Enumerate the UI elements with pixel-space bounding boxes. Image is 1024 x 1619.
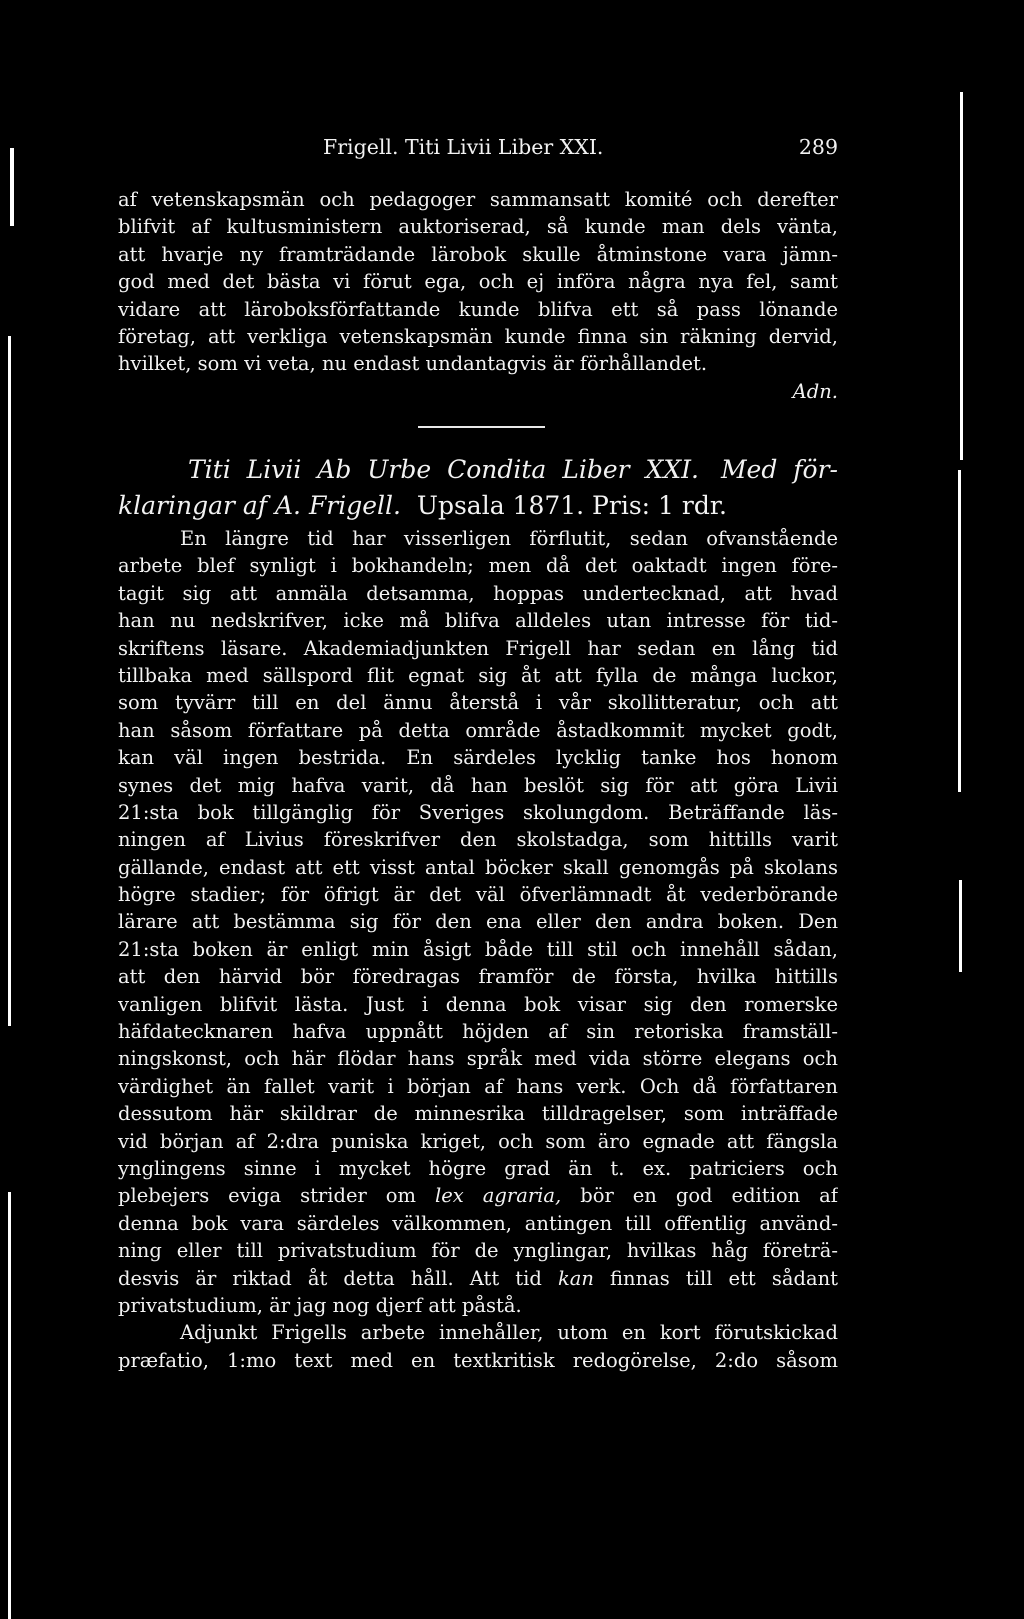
text-line: privatstudium, är jag nog djerf att påstå.: [118, 1293, 522, 1317]
scan-edge-right-bottom: [959, 880, 962, 972]
review-title: [118, 452, 838, 524]
text-line: han nu nedskrifver, icke må blifva alldeles utan intresse för tid-: [118, 609, 838, 633]
text-line: blifvit af kultusministern auktoriserad, så kunde man dels vänta,: [118, 215, 838, 239]
text-line: företag, att verkliga vetenskapsmän kunde finna sin räkning dervid,: [118, 324, 838, 348]
text-span: finnas till ett sådant: [593, 1266, 838, 1290]
text-line: vidare att läroboksförfattande kunde blifva ett så pass lönande: [118, 297, 838, 321]
text-span: plebejers eviga strider om: [118, 1184, 436, 1208]
text-line: högre stadier; för öfrigt är det väl öfverlämnadt åt vederbörande: [118, 883, 838, 907]
text-line: synes det mig hafva varit, då han beslöt sig för att göra Livii: [118, 773, 838, 797]
text-line: tillbaka med sällspord flit egnat sig åt att fylla de många luckor,: [118, 663, 838, 687]
text-line: 21:sta boken är enligt min åsigt både till stil och innehåll sådan,: [118, 937, 838, 961]
scan-edge-left-top: [10, 148, 14, 226]
scan-edge-right-top: [960, 92, 963, 460]
text-line: att den härvid bör föredragas framför de första, hvilka hittills: [118, 965, 838, 989]
text-line: att hvarje ny framträdande lärobok skulle åtminstone vara jämn-: [118, 242, 838, 266]
text-span: desvis är riktad åt detta håll. Att tid: [118, 1266, 558, 1290]
text-line: ning eller till privatstudium för de ynglingar, hvilkas håg företrä-: [118, 1239, 838, 1263]
text-line: 21:sta bok tillgänglig för Sveriges skolungdom. Beträffande läs-: [118, 800, 838, 824]
running-header: [118, 135, 838, 169]
text-line: värdighet än fallet varit i början af hans verk. Och då författaren: [118, 1074, 838, 1098]
book-title-tail: Med för-: [720, 455, 838, 484]
text-line: kan väl ingen bestrida. En särdeles lycklig tanke hos honom: [118, 746, 838, 770]
text-line: skriftens läsare. Akademiadjunkten Frigell har sedan en lång tid: [118, 636, 838, 660]
text-line: tagit sig att anmäla detsamma, hoppas undertecknad, att hvad: [118, 581, 838, 605]
italic-term: kan: [557, 1266, 594, 1290]
text-line: denna bok vara särdeles välkommen, antingen till offentlig använd-: [118, 1211, 838, 1235]
text-line: han såsom författare på detta område åstadkommit mycket godt,: [118, 718, 838, 742]
review-body: [118, 525, 838, 1374]
page-number: 289: [798, 135, 838, 159]
text-line: ynglingens sinne i mycket högre grad än t. ex. patriciers och: [118, 1156, 838, 1180]
text-line: vanligen blifvit lästa. Just i denna bok visar sig den romerske: [118, 992, 838, 1016]
text-line: af vetenskapsmän och pedagoger sammansatt komité och derefter: [118, 188, 838, 211]
section-divider: [418, 426, 545, 428]
text-span: bör en god edition af: [561, 1184, 838, 1208]
text-line: ningskonst, och här flödar hans språk med vida större elegans och: [118, 1047, 838, 1071]
review-title-line-2: [118, 488, 838, 524]
text-line: god med det bästa vi förut ega, och ej införa några nya fel, samt: [118, 270, 838, 294]
italic-term: lex agraria,: [435, 1184, 562, 1208]
review-title-line-1: [118, 452, 838, 488]
book-title: Titi Livii Ab Urbe Condita Liber XXI.: [188, 455, 699, 484]
running-title: Frigell. Titi Livii Liber XXI.: [323, 135, 604, 159]
text-line: arbete blef synligt i bokhandeln; men då det oaktadt ingen före-: [118, 554, 838, 578]
text-line: præfatio, 1:mo text med en textkritisk redogörelse, 2:do såsom: [118, 1348, 838, 1372]
text-line: dessutom här skildrar de minnesrika tilldragelser, som inträffade: [118, 1102, 838, 1126]
text-line: En längre tid har visserligen förflutit, sedan ofvanstående: [180, 527, 838, 550]
text-line: häfdatecknaren hafva uppnått höjden af sin retoriska framställ-: [118, 1020, 838, 1044]
book-editor: klaringar af A. Frigell.: [118, 491, 401, 520]
text-line-with-italic: [118, 1265, 838, 1292]
text-line: gällande, endast att ett visst antal böcker skall genomgås på skolans: [118, 855, 838, 879]
scan-edge-left-mid: [8, 336, 11, 1026]
text-line: som tyvärr till en del ännu återstå i vår skollitteratur, och att: [118, 691, 838, 715]
text-line: ningen af Livius föreskrifver den skolstadga, som hittills varit: [118, 828, 838, 852]
scan-edge-right-mid: [958, 470, 961, 792]
signature: Adn.: [792, 379, 838, 403]
text-line: Adjunkt Frigells arbete innehåller, utom en kort förutskickad: [180, 1321, 838, 1345]
text-line: lärare att bestämma sig för den ena eller den andra boken. Den: [118, 910, 838, 934]
text-line-with-italic: [118, 1182, 838, 1209]
text-line: hvilket, som vi veta, nu endast undantagvis är förhållandet.: [118, 352, 708, 376]
scan-edge-left-bottom: [8, 1192, 11, 1619]
text-line: vid början af 2:dra puniska kriget, och som äro egnade att fängsla: [118, 1129, 838, 1153]
paragraph-continued: [118, 186, 838, 405]
publication-info: Upsala 1871. Pris: 1 rdr.: [416, 491, 727, 520]
